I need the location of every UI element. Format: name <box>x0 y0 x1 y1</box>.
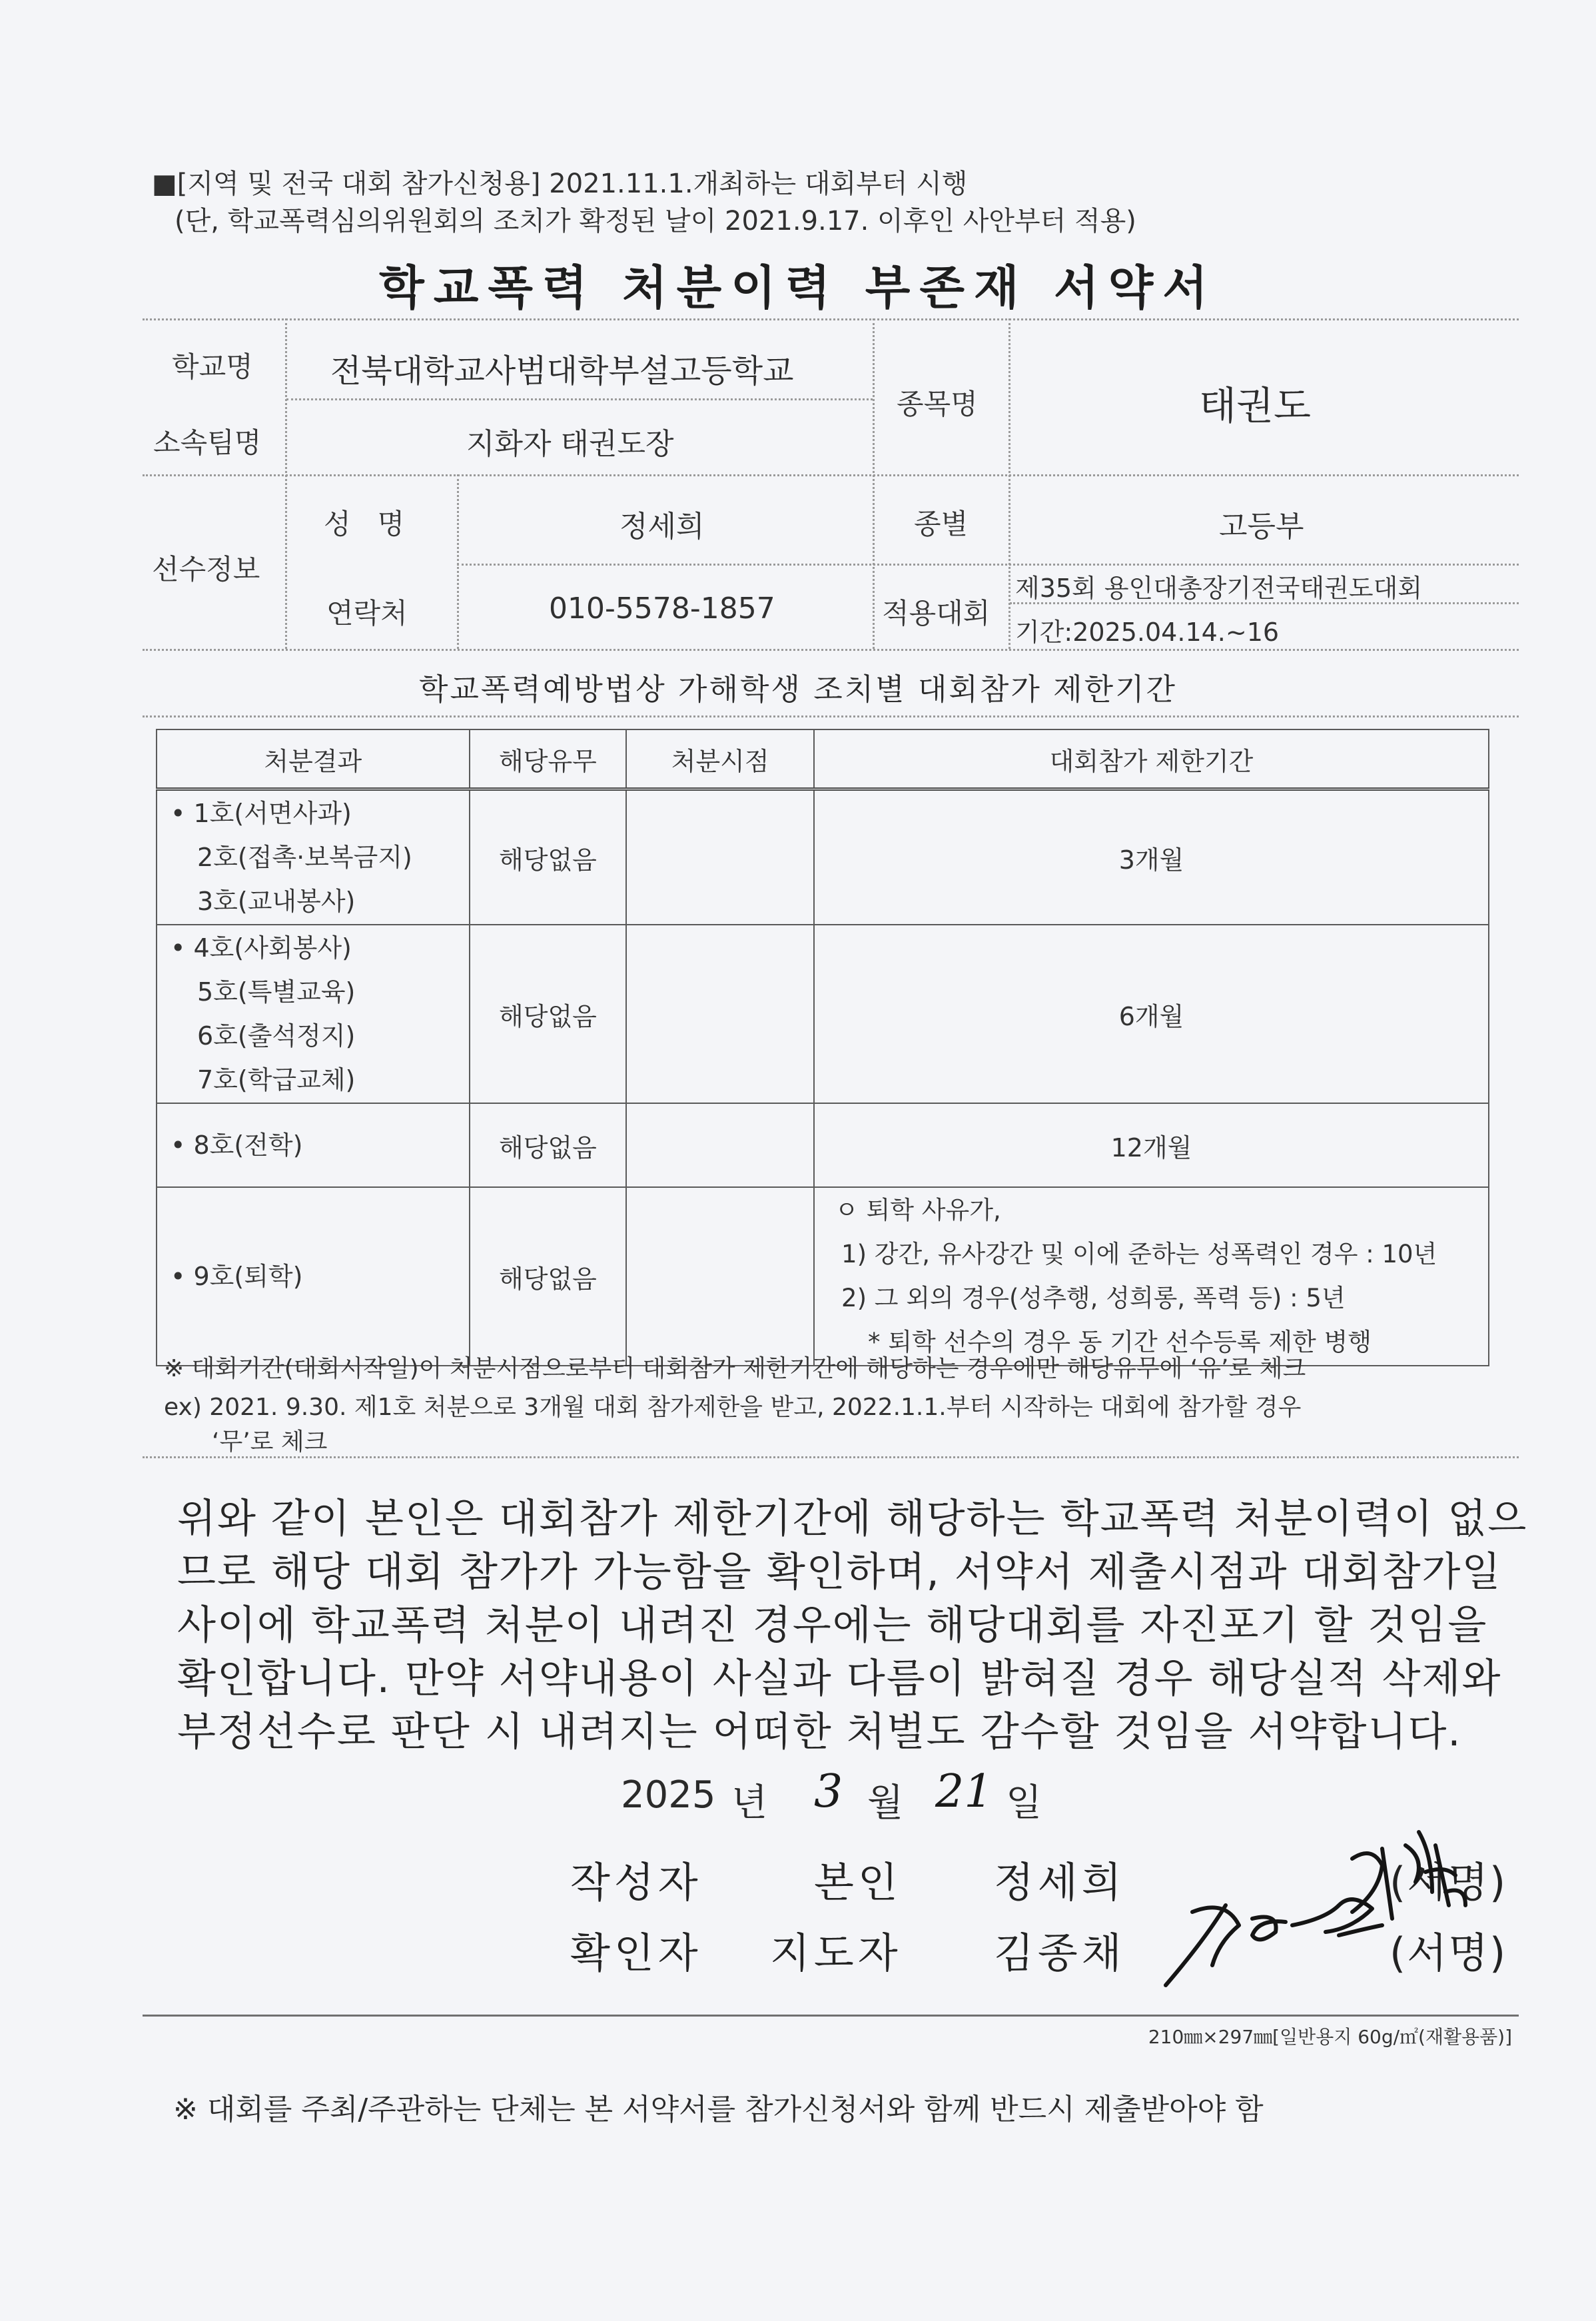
applicable-cell: 해당없음 <box>470 925 627 1103</box>
limit-line: * 퇴학 선수의 경우 동 기간 선수등록 제한 병행 <box>868 1328 1372 1356</box>
table-row <box>157 1103 1489 1187</box>
applicable-cell: 해당없음 <box>470 1103 627 1187</box>
event-value: 태권도 <box>1199 383 1312 428</box>
result-cell <box>157 1187 470 1366</box>
applicable-cell: 해당없음 <box>470 789 627 925</box>
date-day-handwritten: 21 <box>935 1765 993 1818</box>
result-item: 6호(출석정지) <box>197 1021 356 1051</box>
writer-label: 작성자 <box>570 1858 702 1907</box>
limit-cell: 6개월 <box>814 925 1489 1103</box>
school-label: 학교명 <box>172 350 253 383</box>
note-1: ※ 대회기간(대회시작일)이 처분시점으로부터 대회참가 제한기간에 해당하는 경우에만 해당유무에 ‘유’로 체크 <box>164 1355 1306 1382</box>
tournament-label: 적용대회 <box>882 597 991 630</box>
name-label: 성 명 <box>324 508 405 540</box>
result-item: • 4호(사회봉사) <box>171 933 352 963</box>
header-line-1: ■[지역 및 전국 대회 참가신청용] 2021.11.1.개최하는 대회부터 시행 <box>152 169 968 199</box>
handwritten-signatures <box>1152 1819 1485 2012</box>
note-2-continued: ‘무’로 체크 <box>212 1428 328 1456</box>
result-item: • 9호(퇴학) <box>171 1262 303 1291</box>
confirm-sign-label: (서명) <box>1390 1929 1507 1977</box>
note-2: ex) 2021. 9.30. 제1호 처분으로 3개월 대회 참가제한을 받고, 2022.1.1.부터 시작하는 대회에 참가할 경우 <box>164 1394 1302 1421</box>
column-header: 처분시점 <box>626 729 814 789</box>
writer-sign-label: (서명) <box>1390 1858 1507 1907</box>
penalty-heading: 학교폭력예방법상 가해학생 조치별 대회참가 제한기간 <box>418 672 1178 707</box>
category-value: 고등부 <box>1219 510 1304 544</box>
footer-note: ※ 대회를 주최/주관하는 단체는 본 서약서를 참가신청서와 함께 반드시 제출받아야 함 <box>173 2092 1264 2126</box>
result-cell <box>157 789 470 925</box>
limit-line: 2) 그 외의 경우(성추행, 성희롱, 폭력 등) : 5년 <box>841 1284 1346 1312</box>
table-header-row <box>157 729 1489 789</box>
limit-line: 1) 강간, 유사강간 및 이에 준하는 성폭력인 경우 : 10년 <box>841 1240 1437 1268</box>
date-year: 2025 <box>621 1773 716 1817</box>
date-day-unit: 일 <box>1006 1781 1042 1825</box>
date-month-handwritten: 3 <box>814 1765 843 1818</box>
limit-cell <box>814 1187 1489 1366</box>
player-info-label: 선수정보 <box>152 553 260 586</box>
date-cell <box>626 1103 814 1187</box>
pledge-line: 확인합니다. 만약 서약내용이 사실과 다름이 밝혀질 경우 해당실적 삭제와 <box>177 1655 1502 1702</box>
name-value: 정세희 <box>619 510 705 544</box>
result-cell <box>157 925 470 1103</box>
confirm-signature <box>1166 1899 1382 1985</box>
column-header: 대회참가 제한기간 <box>814 729 1489 789</box>
confirm-label: 확인자 <box>570 1929 702 1977</box>
applicable-cell: 해당없음 <box>470 1187 627 1366</box>
writer-name: 정세희 <box>994 1858 1126 1907</box>
school-value: 전북대학교사범대학부설고등학교 <box>330 352 794 390</box>
pledge-line: 부정선수로 판단 시 내려지는 어떠한 처벌도 감수할 것임을 서약합니다. <box>177 1709 1462 1755</box>
category-label: 종별 <box>914 508 969 540</box>
pledge-line: 사이에 학교폭력 처분이 내려진 경우에는 해당대회를 자진포기 할 것임을 <box>177 1602 1488 1649</box>
penalty-table <box>156 729 1489 1366</box>
date-cell <box>626 925 814 1103</box>
team-value: 지화자 태권도장 <box>466 427 674 461</box>
table-row <box>157 789 1489 925</box>
column-header: 처분결과 <box>157 729 470 789</box>
date-cell <box>626 1187 814 1366</box>
limit-cell: 3개월 <box>814 789 1489 925</box>
date-cell <box>626 789 814 925</box>
date-year-unit: 년 <box>731 1781 768 1825</box>
result-item: 3호(교내봉사) <box>197 887 356 916</box>
result-item: 5호(특별교육) <box>197 977 356 1007</box>
tournament-period: 기간:2025.04.14.~16 <box>1015 618 1280 647</box>
result-cell <box>157 1103 470 1187</box>
limit-line: ㅇ 퇴학 사유가, <box>835 1196 1001 1224</box>
tournament-name: 제35회 용인대총장기전국태권도대회 <box>1015 574 1423 603</box>
contact-value: 010-5578-1857 <box>549 592 775 626</box>
pledge-line: 므로 해당 대회 참가가 가능함을 확인하며, 서약서 제출시점과 대회참가일 <box>177 1549 1502 1596</box>
document-title: 학교폭력 처분이력 부존재 서약서 <box>379 260 1217 315</box>
paper-spec: 210㎜×297㎜[일반용지 60g/㎡(재활용품)] <box>1148 2026 1512 2048</box>
header-line-2: (단, 학교폭력심의위원회의 조치가 확정된 날이 2021.9.17. 이후인 사안부터 적용) <box>175 206 1136 236</box>
table-row <box>157 1187 1489 1366</box>
limit-cell: 12개월 <box>814 1103 1489 1187</box>
confirm-role: 지도자 <box>770 1929 902 1977</box>
result-item: • 8호(전학) <box>171 1131 303 1160</box>
contact-label: 연락처 <box>326 597 408 630</box>
event-label: 종목명 <box>897 388 978 420</box>
date-month-unit: 월 <box>867 1781 904 1825</box>
result-item: 2호(접촉·보복금지) <box>197 843 412 872</box>
column-header: 해당유무 <box>470 729 627 789</box>
result-item: 7호(학급교체) <box>197 1065 356 1095</box>
team-label: 소속팀명 <box>153 426 262 459</box>
result-item: • 1호(서면사과) <box>171 799 352 828</box>
pledge-line: 위와 같이 본인은 대회참가 제한기간에 해당하는 학교폭력 처분이력이 없으 <box>177 1496 1528 1542</box>
confirm-name: 김종채 <box>994 1929 1126 1977</box>
table-row <box>157 925 1489 1103</box>
writer-role: 본인 <box>814 1858 902 1907</box>
